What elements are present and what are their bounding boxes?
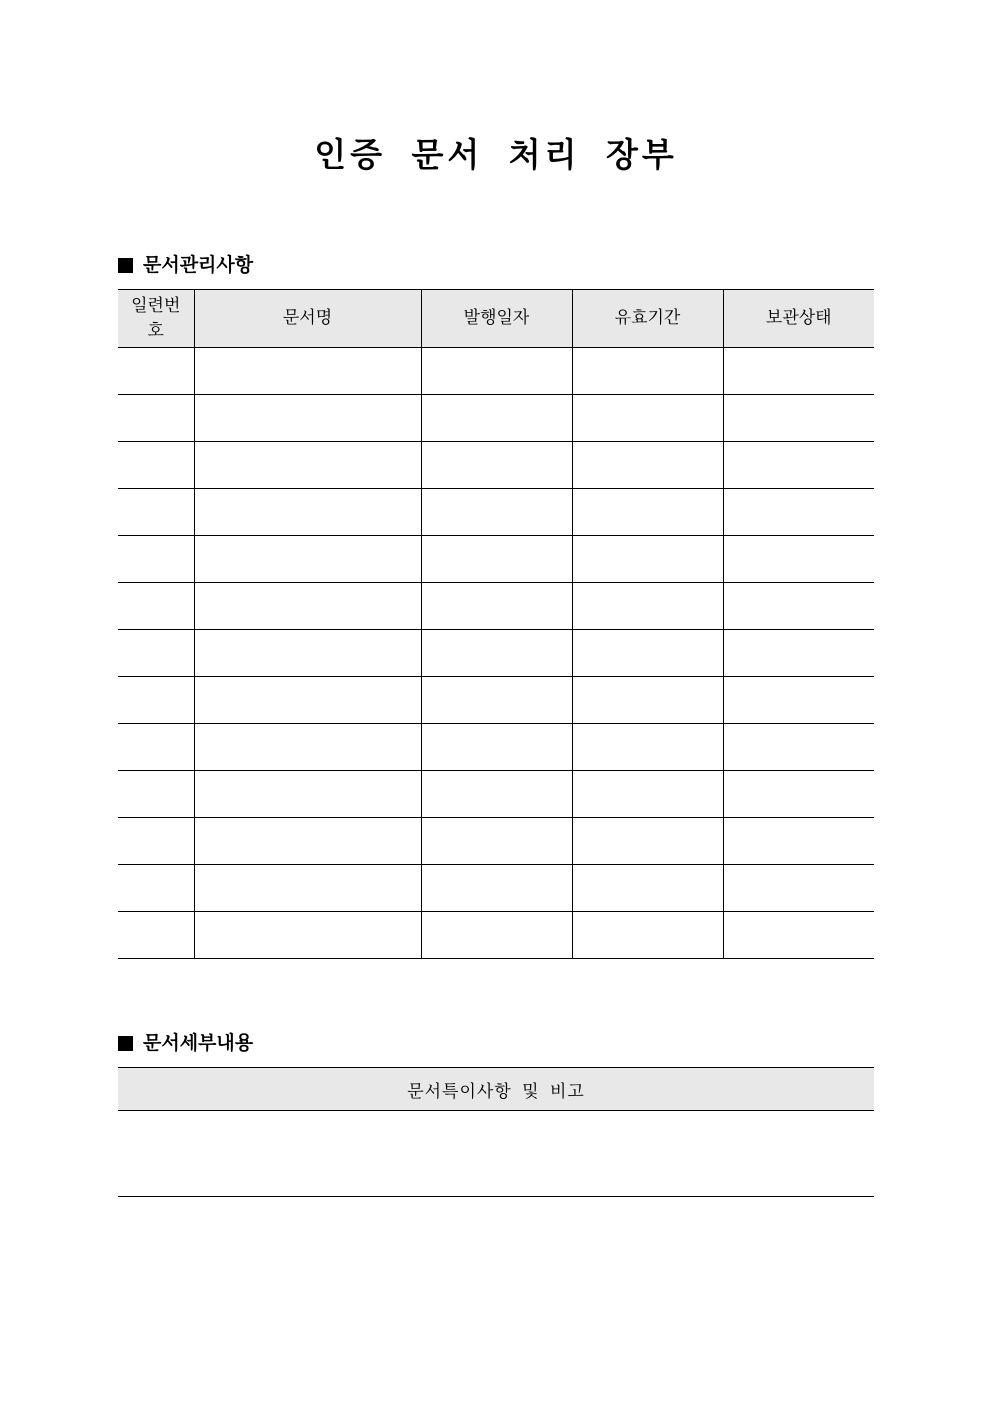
document-register-table	[118, 289, 874, 959]
issue-date-cell[interactable]	[421, 724, 572, 771]
document-name-cell[interactable]	[194, 348, 421, 395]
table-row	[118, 536, 874, 583]
document-name-cell[interactable]	[194, 818, 421, 865]
document-name-cell[interactable]	[194, 865, 421, 912]
storage-status-cell[interactable]	[723, 489, 874, 536]
issue-date-cell[interactable]	[421, 583, 572, 630]
storage-status-cell[interactable]	[723, 677, 874, 724]
storage-status-cell[interactable]	[723, 348, 874, 395]
storage-status-cell[interactable]	[723, 724, 874, 771]
issue-date-cell[interactable]	[421, 771, 572, 818]
validity-period-cell[interactable]	[572, 442, 723, 489]
column-header-validity-period: 유효기간	[572, 290, 723, 348]
table-row	[118, 724, 874, 771]
issue-date-cell[interactable]	[421, 442, 572, 489]
table-row	[118, 583, 874, 630]
section-heading-details	[118, 1030, 253, 1056]
square-bullet-icon	[118, 258, 133, 273]
document-name-cell[interactable]	[194, 630, 421, 677]
issue-date-cell[interactable]	[421, 818, 572, 865]
validity-period-cell[interactable]	[572, 630, 723, 677]
storage-status-cell[interactable]	[723, 442, 874, 489]
serial-number-cell[interactable]	[118, 865, 194, 912]
validity-period-cell[interactable]	[572, 865, 723, 912]
storage-status-cell[interactable]	[723, 536, 874, 583]
issue-date-cell[interactable]	[421, 536, 572, 583]
column-header-serial-number: 일련번호	[118, 290, 194, 348]
issue-date-cell[interactable]	[421, 865, 572, 912]
validity-period-cell[interactable]	[572, 771, 723, 818]
page-title: 인증 문서 처리 장부	[314, 135, 678, 174]
serial-number-cell[interactable]	[118, 724, 194, 771]
serial-number-cell[interactable]	[118, 677, 194, 724]
validity-period-cell[interactable]	[572, 724, 723, 771]
validity-period-cell[interactable]	[572, 536, 723, 583]
issue-date-cell[interactable]	[421, 630, 572, 677]
table-row	[118, 912, 874, 959]
serial-number-cell[interactable]	[118, 536, 194, 583]
remarks-cell[interactable]	[118, 1111, 874, 1197]
serial-number-cell[interactable]	[118, 583, 194, 630]
serial-number-cell[interactable]	[118, 442, 194, 489]
table-row	[118, 395, 874, 442]
square-bullet-icon	[118, 1036, 133, 1051]
section-label: 문서관리사항	[143, 254, 254, 276]
serial-number-cell[interactable]	[118, 630, 194, 677]
table-row	[118, 865, 874, 912]
document-name-cell[interactable]	[194, 442, 421, 489]
table-row	[118, 1111, 874, 1197]
storage-status-cell[interactable]	[723, 771, 874, 818]
serial-number-cell[interactable]	[118, 912, 194, 959]
document-name-cell[interactable]	[194, 536, 421, 583]
issue-date-cell[interactable]	[421, 348, 572, 395]
document-details-table	[118, 1067, 874, 1197]
table-header-row	[118, 290, 874, 348]
serial-number-cell[interactable]	[118, 818, 194, 865]
storage-status-cell[interactable]	[723, 912, 874, 959]
serial-number-cell[interactable]	[118, 395, 194, 442]
document-name-cell[interactable]	[194, 583, 421, 630]
validity-period-cell[interactable]	[572, 489, 723, 536]
document-name-cell[interactable]	[194, 771, 421, 818]
issue-date-cell[interactable]	[421, 677, 572, 724]
column-header-document-name: 문서명	[194, 290, 421, 348]
document-name-cell[interactable]	[194, 489, 421, 536]
table-header-row	[118, 1068, 874, 1111]
table-row	[118, 348, 874, 395]
document-name-cell[interactable]	[194, 395, 421, 442]
validity-period-cell[interactable]	[572, 677, 723, 724]
validity-period-cell[interactable]	[572, 912, 723, 959]
document-name-cell[interactable]	[194, 677, 421, 724]
section-heading-management	[118, 252, 253, 278]
column-header-issue-date: 발행일자	[421, 290, 572, 348]
table-row	[118, 818, 874, 865]
validity-period-cell[interactable]	[572, 348, 723, 395]
table-row	[118, 630, 874, 677]
issue-date-cell[interactable]	[421, 489, 572, 536]
serial-number-cell[interactable]	[118, 348, 194, 395]
storage-status-cell[interactable]	[723, 583, 874, 630]
storage-status-cell[interactable]	[723, 865, 874, 912]
validity-period-cell[interactable]	[572, 395, 723, 442]
validity-period-cell[interactable]	[572, 818, 723, 865]
validity-period-cell[interactable]	[572, 583, 723, 630]
storage-status-cell[interactable]	[723, 818, 874, 865]
table-row	[118, 489, 874, 536]
table-row	[118, 677, 874, 724]
table-row	[118, 771, 874, 818]
column-header-remarks: 문서특이사항 및 비고	[118, 1068, 874, 1111]
document-name-cell[interactable]	[194, 724, 421, 771]
section-label: 문서세부내용	[143, 1032, 254, 1054]
issue-date-cell[interactable]	[421, 912, 572, 959]
serial-number-cell[interactable]	[118, 771, 194, 818]
serial-number-cell[interactable]	[118, 489, 194, 536]
storage-status-cell[interactable]	[723, 630, 874, 677]
table-row	[118, 442, 874, 489]
storage-status-cell[interactable]	[723, 395, 874, 442]
column-header-storage-status: 보관상태	[723, 290, 874, 348]
document-name-cell[interactable]	[194, 912, 421, 959]
issue-date-cell[interactable]	[421, 395, 572, 442]
